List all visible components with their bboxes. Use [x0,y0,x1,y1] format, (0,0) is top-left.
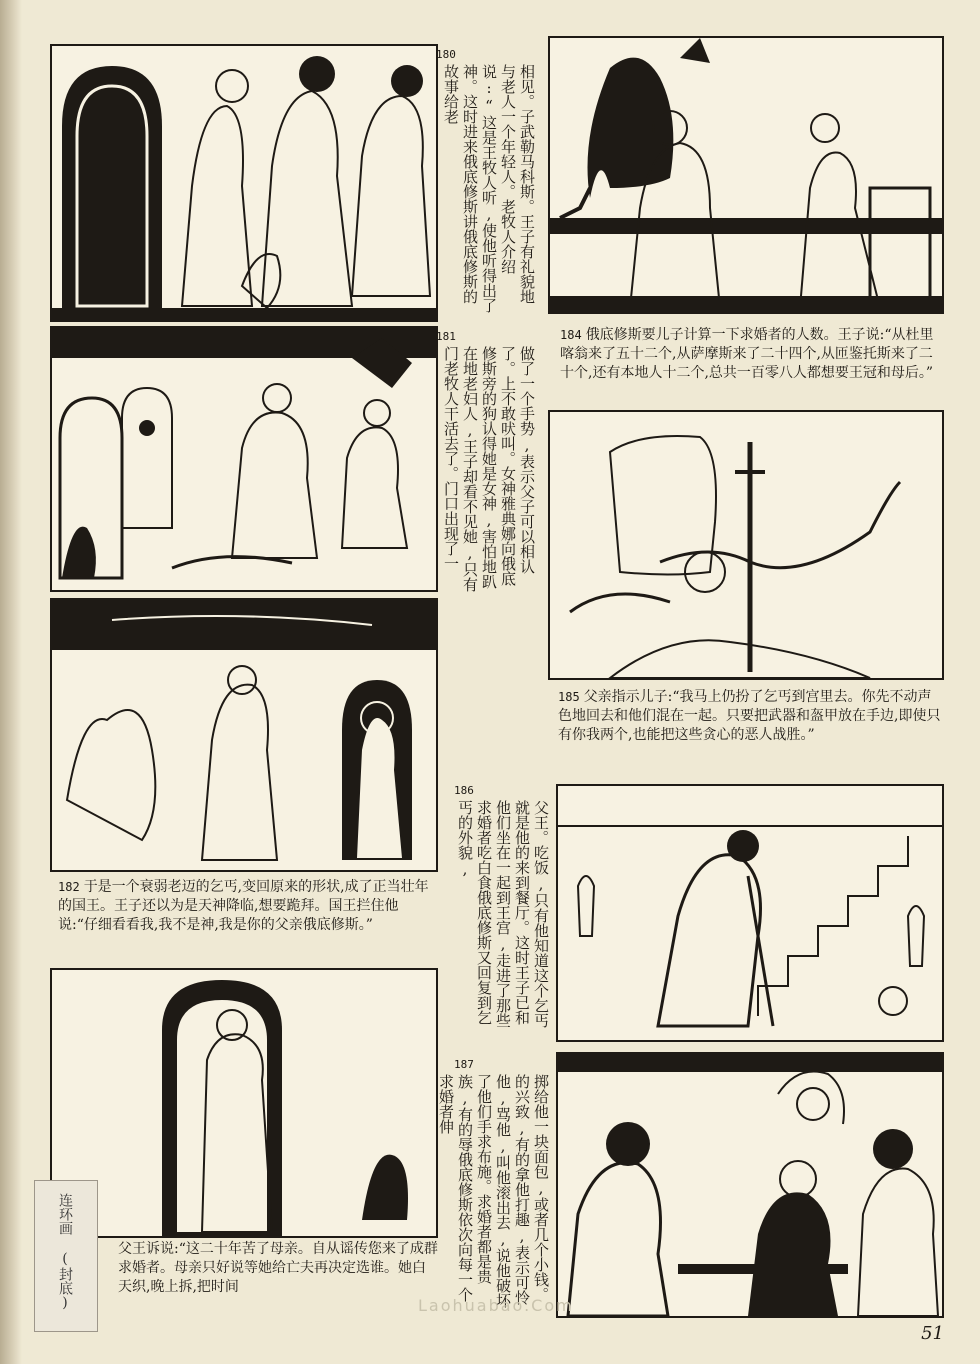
caption-186-number: 186 [454,784,474,797]
caption-184 [560,326,944,383]
caption-180-number: 180 [436,48,456,61]
caption-185-text: 父亲指示儿子:“我马上仍扮了乞丐到宫里去。你先不动声色地回去和他们混在一起。只要把武器和盔甲放在手边,即使只有你我两个,也能把这些贪心的恶人战胜。” [558,689,941,743]
panel-187-illustration [556,1052,944,1318]
library-sticker [34,1180,98,1332]
panel-182-illustration [50,598,438,872]
panel-181-illustration [50,326,438,592]
caption-180-text: 相见。子武勒马科斯。王子有礼貌地与老人一个年轻人。老牧人介绍说:“这是王牧人听,使他听得出了神。这时进来俄底修斯讲俄底修斯的故事给老 [442,64,536,313]
caption-187-number: 187 [454,1058,474,1071]
caption-182 [58,878,436,935]
caption-182-text: 于是一个衰弱老迈的乞丐,变回原来的形状,成了正当壮年的国王。王子还以为是天神降临,想要跪拜。国王拦住他说:“仔细看看我,我不是神,我是你的父亲俄底修斯。” [58,879,429,933]
caption-185 [558,688,942,745]
page-number: 51 [921,1323,944,1344]
caption-181-number: 181 [436,330,456,343]
panel-183-illustration [50,968,438,1238]
panel-186-illustration [556,784,944,1042]
watermark: Laohuabao.Com [418,1296,574,1315]
caption-185-number: 185 [558,690,580,704]
caption-186-text: 父王。吃饭,只有他知道这个乞丐就是他的来到餐厅。这时王子已和他们坐在一起到王宫,走进了那些求婚者吃白食俄底修斯又回复到乞丐的外貌, [456,800,550,1028]
panel-184-illustration [548,36,944,314]
caption-183-text: 父王诉说:“这二十年苦了母亲。自从谣传您来了成群求婚者。母亲只好说等她给亡夫再决定选谁。她白天织,晚上拆,把时间 [118,1241,438,1295]
caption-181-text: 做了一个手势,表示父子可以相认了。上不敢吠叫。女神雅典娜向俄底修斯旁的狗认得她是女神,害怕地趴在地老妇人,王子却看不见她,只有门老牧人干活去了。门口出现了一 [442,346,536,592]
panel-180-illustration [50,44,438,322]
caption-184-number: 184 [560,328,582,342]
caption-184-text: 俄底修斯要儿子计算一下求婚者的人数。王子说:“从杜里喀翁来了五十二个,从萨摩斯来了二十四个,从匝鉴托斯来了二十个,还有本地人十二个,总共一百零八人都想要王冠和母后。” [560,327,934,381]
caption-182-number: 182 [58,880,80,894]
sticker-text: 连环画 (封底) [57,1193,73,1311]
book-binding [0,0,22,1364]
panel-185-illustration [548,410,944,680]
caption-187-text: 掷给他一块面包,或者几个小钱。的兴致,有的拿他打趣,表示可怜他,骂他,叫他滚出去,说他破坏了他们手求布施。求婚者都是贵族,有的辱俄底修斯依次向每一个求婚者伸 [437,1074,550,1308]
